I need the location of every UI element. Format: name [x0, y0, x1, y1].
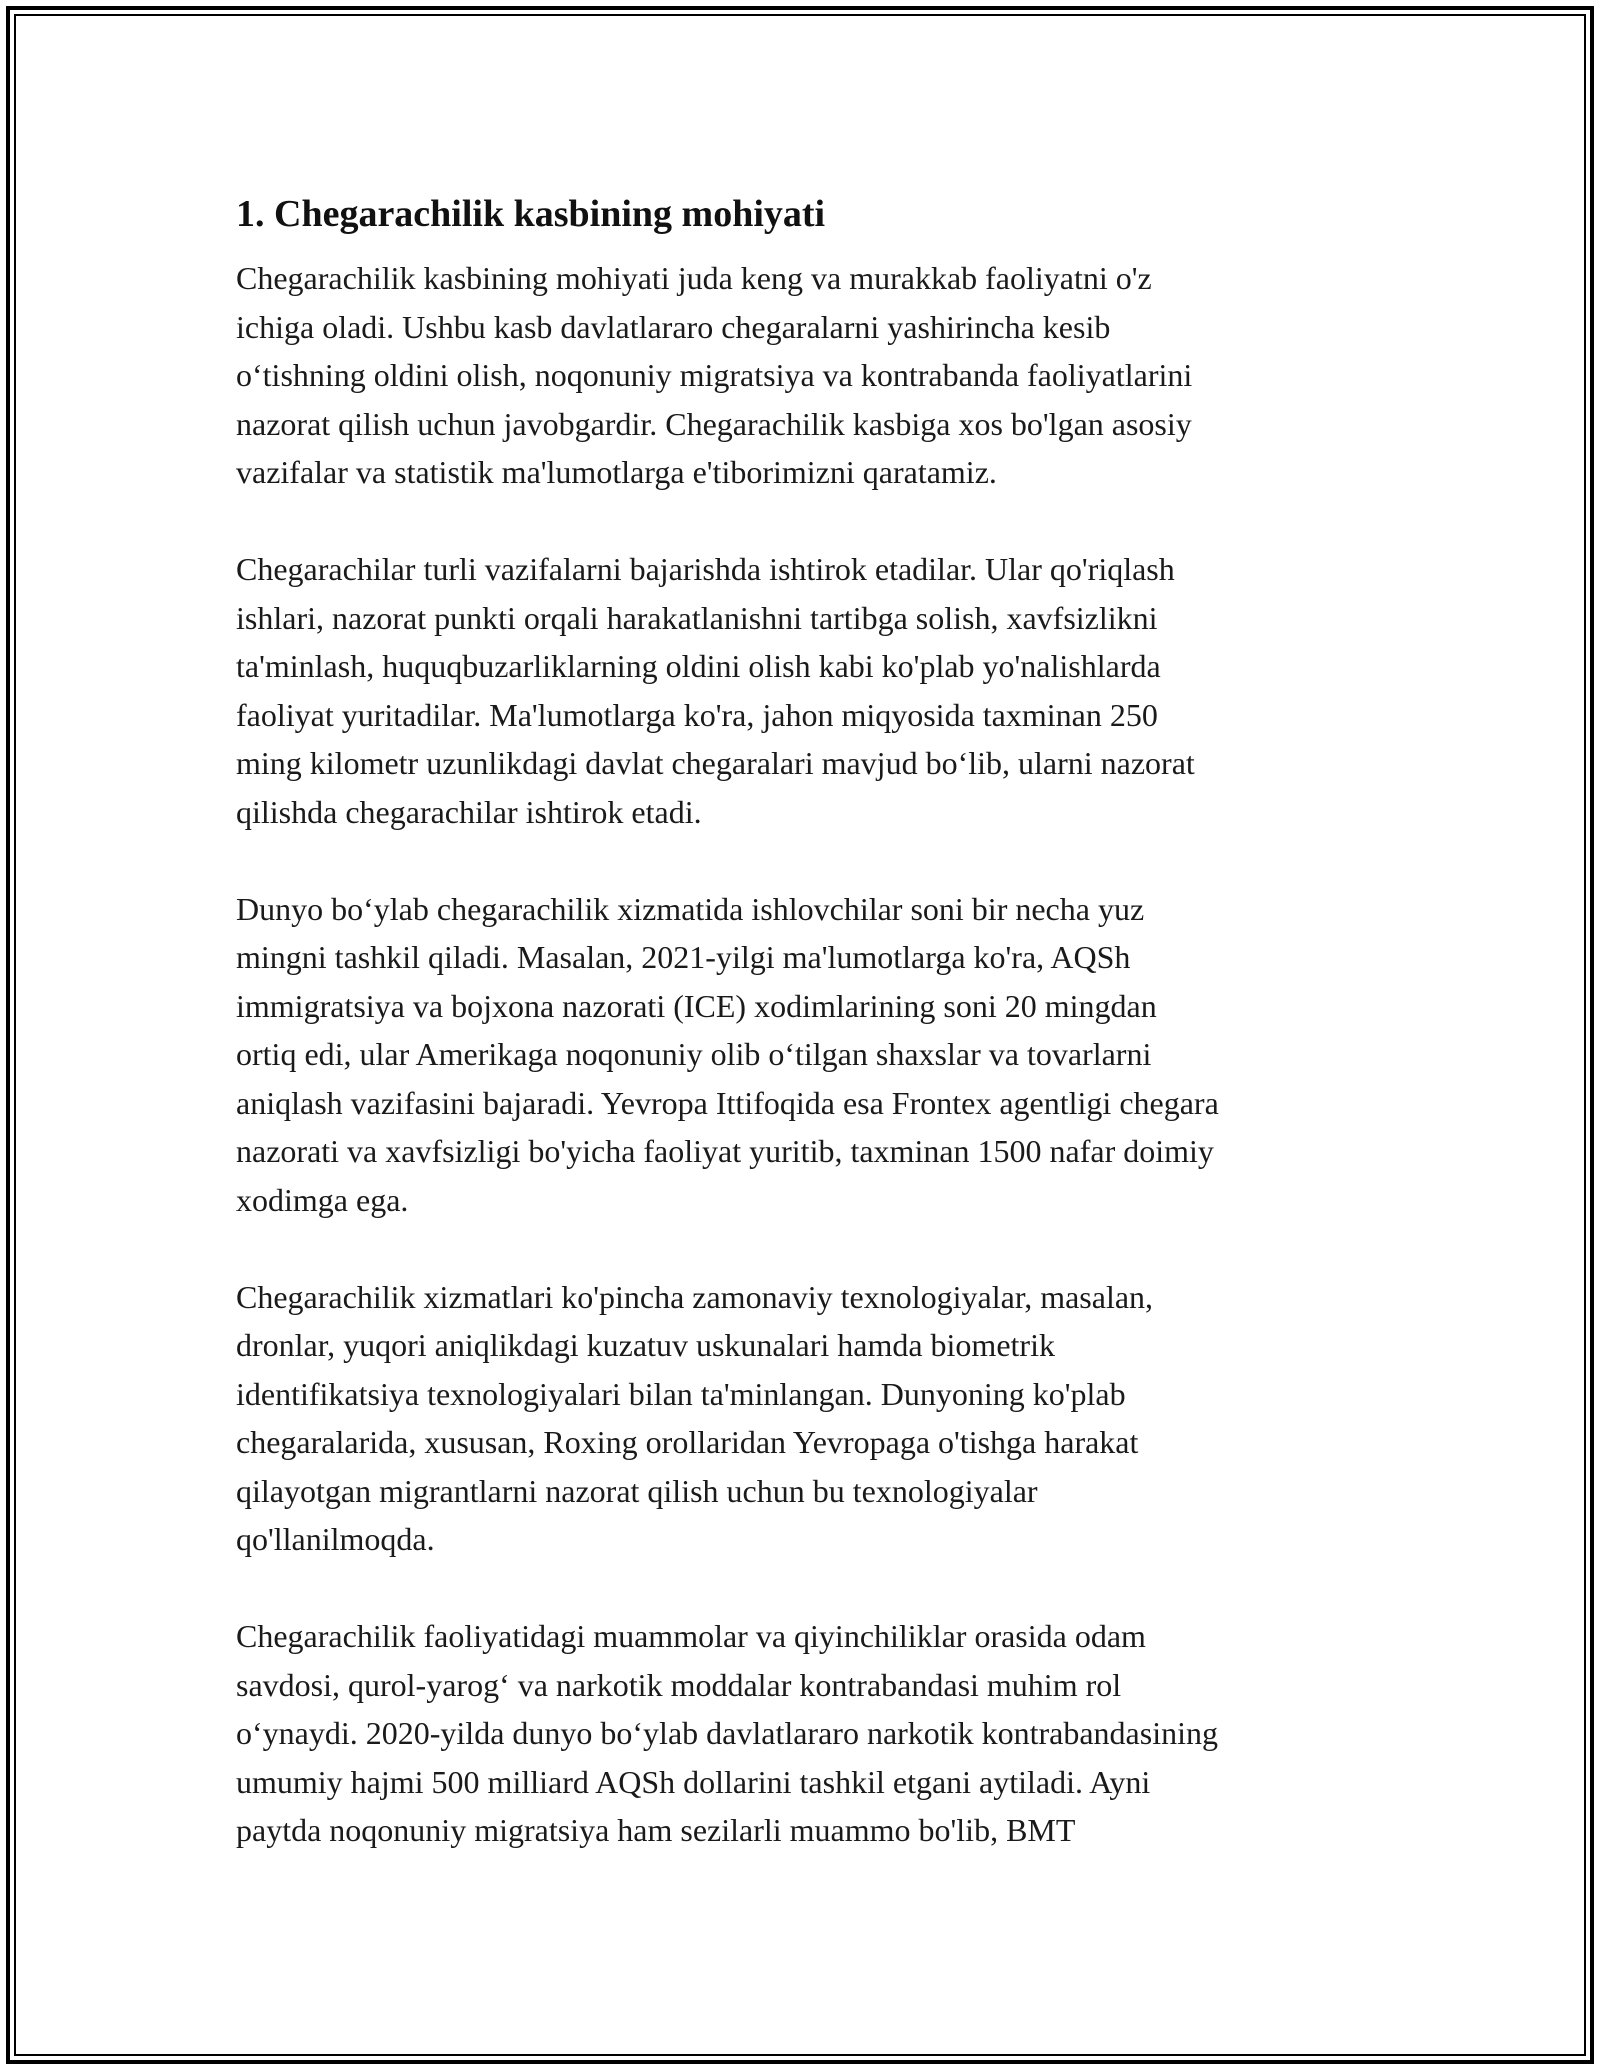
text-line: qilayotgan migrantlarni nazorat qilish uchun bu texnologiyalar: [236, 1472, 1038, 1509]
text-line: Chegarachilik xizmatlari ko'pincha zamonaviy texnologiyalar, masalan,: [236, 1278, 1154, 1315]
text-line: mingni tashkil qiladi. Masalan, 2021-yilgi ma'lumotlarga ko'ra, AQSh: [236, 939, 1131, 975]
document-content: [236, 186, 1376, 1903]
text-line: faoliyat yuritadilar. Ma'lumotlarga ko'ra, jahon miqyosida taxminan 250: [236, 696, 1158, 733]
paragraph-3: [236, 885, 1376, 1225]
text-line: ta'minlash, huquqbuzarliklarning oldini olish kabi ko'plab yo'nalishlarda: [236, 648, 1161, 684]
text-line: o‘ynaydi. 2020-yilda dunyo bo‘ylab davlatlararo narkotik kontrabandasining: [236, 1715, 1218, 1751]
paragraph-5: [236, 1612, 1376, 1855]
text-line: aniqlash vazifasini bajaradi. Yevropa Ittifoqida esa Frontex agentligi chegara: [236, 1084, 1219, 1121]
text-line: o‘tishning oldini olish, noqonuniy migratsiya va kontrabanda faoliyatlarini: [236, 357, 1193, 393]
text-line: identifikatsiya texnologiyalari bilan ta'minlangan. Dunyoning ko'plab: [236, 1375, 1126, 1412]
text-line: Dunyo bo‘ylab chegarachilik xizmatida ishlovchilar soni bir necha yuz: [236, 890, 1145, 927]
text-line: xodimga ega.: [236, 1181, 409, 1218]
text-line: ortiq edi, ular Amerikaga noqonuniy olib o‘tilgan shaxslar va tovarlarni: [236, 1036, 1152, 1072]
text-line: ming kilometr uzunlikdagi davlat chegaralari mavjud bo‘lib, ularni nazorat: [236, 745, 1195, 781]
text-line: savdosi, qurol-yarog‘ va narkotik moddalar kontrabandasi muhim rol: [236, 1666, 1122, 1703]
text-line: qo'llanilmoqda.: [236, 1521, 435, 1557]
text-line: paytda noqonuniy migratsiya ham sezilarli muammo bo'lib, BMT: [236, 1812, 1076, 1848]
paragraph-4: [236, 1273, 1376, 1564]
text-line: chegaralarida, xususan, Roxing orollaridan Yevropaga o'tishga harakat: [236, 1424, 1139, 1460]
text-line: qilishda chegarachilar ishtirok etadi.: [236, 793, 702, 830]
text-line: Chegarachilik faoliyatidagi muammolar va qiyinchiliklar orasida odam: [236, 1618, 1146, 1654]
text-line: nazorat qilish uchun javobgardir. Chegarachilik kasbiga xos bo'lgan asosiy: [236, 405, 1192, 442]
text-line: immigratsiya va bojxona nazorati (ICE) xodimlarining soni 20 mingdan: [236, 987, 1157, 1024]
text-line: nazorati va xavfsizligi bo'yicha faoliyat yuritib, taxminan 1500 nafar doimiy: [236, 1133, 1214, 1169]
paragraph-1: [236, 254, 1376, 497]
paragraph-2: [236, 545, 1376, 836]
section-heading: 1. Chegarachilik kasbining mohiyati: [236, 193, 826, 235]
text-line: ishlari, nazorat punkti orqali harakatlanishni tartibga solish, xavfsizlikni: [236, 599, 1158, 636]
text-line: Chegarachilar turli vazifalarni bajarishda ishtirok etadilar. Ular qo'riqlash: [236, 551, 1175, 587]
text-line: ichiga oladi. Ushbu kasb davlatlararo chegaralarni yashirincha kesib: [236, 308, 1111, 345]
text-line: dronlar, yuqori aniqlikdagi kuzatuv uskunalari hamda biometrik: [236, 1327, 1055, 1363]
text-line: Chegarachilik kasbining mohiyati juda keng va murakkab faoliyatni o'z: [236, 260, 1152, 296]
text-line: umumiy hajmi 500 milliard AQSh dollarini tashkil etgani aytiladi. Ayni: [236, 1763, 1151, 1800]
text-line: vazifalar va statistik ma'lumotlarga e'tiborimizni qaratamiz.: [236, 454, 997, 490]
